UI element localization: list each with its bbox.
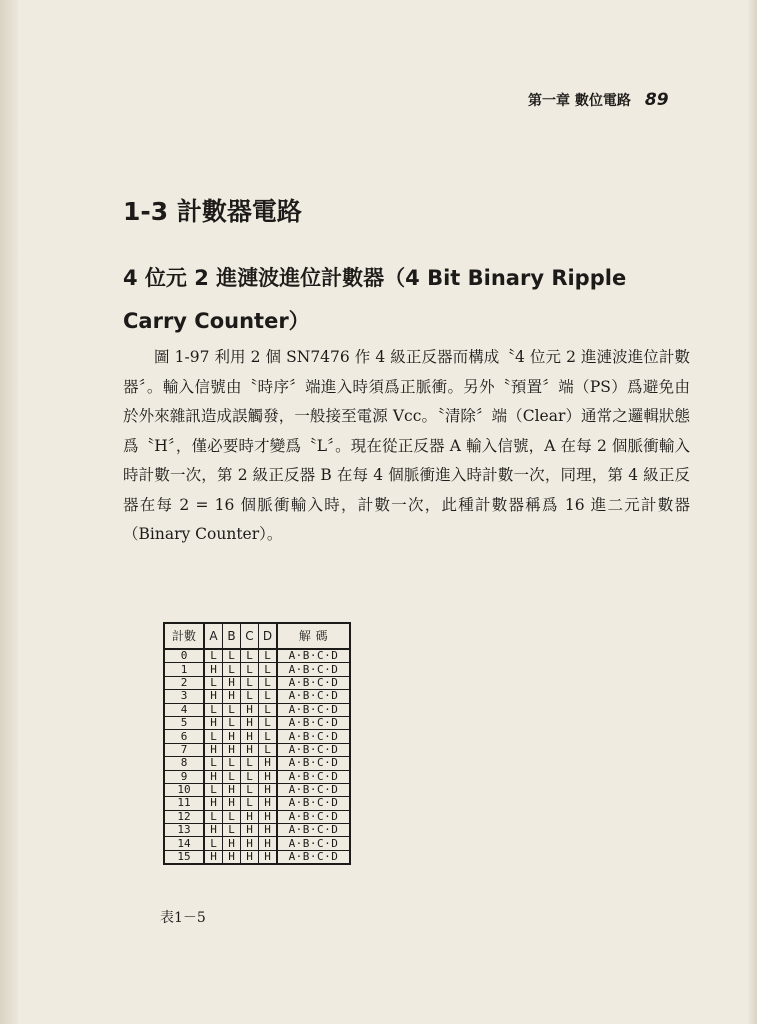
table-row: [164, 797, 350, 810]
cell-a: H: [204, 716, 223, 729]
cell-c: L: [241, 770, 259, 783]
cell-c: H: [241, 703, 259, 716]
cell-decode: A·B·C·D: [277, 797, 350, 810]
cell-a: L: [204, 783, 223, 796]
cell-b: L: [223, 649, 241, 663]
book-gutter: [0, 0, 18, 1024]
cell-count: 4: [164, 703, 204, 716]
table-row: [164, 716, 350, 729]
cell-c: L: [241, 757, 259, 770]
cell-decode: A·B·C·D: [277, 690, 350, 703]
cell-decode: A·B·C·D: [277, 824, 350, 837]
cell-c: L: [241, 690, 259, 703]
cell-d: H: [259, 837, 278, 850]
table-row: [164, 783, 350, 796]
cell-b: H: [223, 743, 241, 756]
page-edge: [747, 0, 757, 1024]
cell-b: L: [223, 770, 241, 783]
cell-c: L: [241, 676, 259, 689]
cell-d: L: [259, 690, 278, 703]
table-row: [164, 703, 350, 716]
cell-count: 1: [164, 663, 204, 676]
cell-c: H: [241, 730, 259, 743]
table-row: [164, 690, 350, 703]
table-row: [164, 757, 350, 770]
cell-b: L: [223, 757, 241, 770]
cell-b: L: [223, 703, 241, 716]
cell-b: L: [223, 810, 241, 823]
cell-d: H: [259, 810, 278, 823]
cell-a: H: [204, 770, 223, 783]
cell-count: 5: [164, 716, 204, 729]
cell-d: L: [259, 716, 278, 729]
cell-c: H: [241, 837, 259, 850]
cell-count: 14: [164, 837, 204, 850]
cell-c: L: [241, 663, 259, 676]
cell-count: 9: [164, 770, 204, 783]
cell-decode: A·B·C·D: [277, 757, 350, 770]
cell-d: H: [259, 783, 278, 796]
header-count: 計數: [164, 623, 204, 649]
header-b: B: [223, 623, 241, 649]
cell-b: H: [223, 730, 241, 743]
cell-a: H: [204, 824, 223, 837]
cell-d: L: [259, 703, 278, 716]
cell-c: H: [241, 743, 259, 756]
cell-a: L: [204, 703, 223, 716]
cell-a: L: [204, 837, 223, 850]
cell-b: L: [223, 824, 241, 837]
header-d: D: [259, 623, 278, 649]
table-caption: 表1－5: [160, 910, 206, 926]
cell-count: 3: [164, 690, 204, 703]
header-a: A: [204, 623, 223, 649]
cell-c: L: [241, 797, 259, 810]
section-title: 1-3 計數器電路: [123, 197, 302, 226]
counter-truth-table: [163, 622, 351, 865]
cell-count: 10: [164, 783, 204, 796]
cell-d: H: [259, 757, 278, 770]
chapter-title: 第一章 數位電路: [528, 93, 631, 109]
cell-a: H: [204, 743, 223, 756]
cell-b: H: [223, 850, 241, 864]
table-row: [164, 850, 350, 864]
cell-a: L: [204, 730, 223, 743]
cell-a: H: [204, 850, 223, 864]
cell-b: H: [223, 690, 241, 703]
cell-a: H: [204, 797, 223, 810]
cell-count: 11: [164, 797, 204, 810]
cell-count: 7: [164, 743, 204, 756]
cell-decode: A·B·C·D: [277, 743, 350, 756]
cell-count: 0: [164, 649, 204, 663]
cell-count: 13: [164, 824, 204, 837]
body-paragraph: 圖 1-97 利用 2 個 SN7476 作 4 級正反器而構成〝4 位元 2 進漣波進位計數器〞。輸入信號由〝時序〞端進入時須爲正脈衝。另外〝預置〞端（PS）爲避免由於外來雜訊造成誤觸發，一般接至電源 Vcc。〝清除〞端（Clear）通常之邏輯狀態爲〝H〞，僅必要時才變爲〝L〞。現在從正反器 A 輸入信號，A 在每 2 個脈衝輸入時計數一次，第 2 級正反器 B 在每 4 個脈衝進入時計數一次，同理，第 4 級正反器在每 2 = 16 個脈衝輸入時，計數一次，此種計數器稱爲 16 進二元計數器（Binary Counter）。: [123, 348, 690, 543]
cell-a: H: [204, 690, 223, 703]
cell-decode: A·B·C·D: [277, 783, 350, 796]
cell-b: H: [223, 797, 241, 810]
header-c: C: [241, 623, 259, 649]
cell-d: H: [259, 797, 278, 810]
table-row: [164, 837, 350, 850]
cell-c: H: [241, 850, 259, 864]
table-row: [164, 743, 350, 756]
table-row: [164, 676, 350, 689]
cell-count: 6: [164, 730, 204, 743]
cell-count: 2: [164, 676, 204, 689]
cell-c: L: [241, 783, 259, 796]
table-row: [164, 649, 350, 663]
cell-decode: A·B·C·D: [277, 703, 350, 716]
cell-count: 15: [164, 850, 204, 864]
cell-b: H: [223, 676, 241, 689]
cell-d: H: [259, 850, 278, 864]
cell-a: L: [204, 810, 223, 823]
cell-c: H: [241, 716, 259, 729]
cell-c: L: [241, 649, 259, 663]
cell-d: L: [259, 743, 278, 756]
cell-d: L: [259, 649, 278, 663]
cell-decode: A·B·C·D: [277, 837, 350, 850]
running-head: [528, 90, 669, 110]
table-body: [164, 649, 350, 864]
cell-a: L: [204, 649, 223, 663]
header-decode: 解 碼: [277, 623, 350, 649]
subsection-title: 4 位元 2 進漣波進位計數器（4 Bit Binary Ripple Carry Counter）: [123, 266, 627, 333]
table-row: [164, 663, 350, 676]
page-number: 89: [644, 90, 669, 110]
cell-d: L: [259, 663, 278, 676]
cell-d: L: [259, 676, 278, 689]
cell-count: 12: [164, 810, 204, 823]
cell-decode: A·B·C·D: [277, 716, 350, 729]
table-row: [164, 810, 350, 823]
cell-decode: A·B·C·D: [277, 810, 350, 823]
cell-decode: A·B·C·D: [277, 730, 350, 743]
cell-d: H: [259, 770, 278, 783]
cell-c: H: [241, 824, 259, 837]
cell-b: H: [223, 783, 241, 796]
cell-a: L: [204, 757, 223, 770]
cell-decode: A·B·C·D: [277, 850, 350, 864]
cell-count: 8: [164, 757, 204, 770]
cell-d: H: [259, 824, 278, 837]
table-header-row: [164, 623, 350, 649]
cell-decode: A·B·C·D: [277, 676, 350, 689]
cell-d: L: [259, 730, 278, 743]
table-row: [164, 730, 350, 743]
cell-c: H: [241, 810, 259, 823]
cell-a: L: [204, 676, 223, 689]
table-row: [164, 824, 350, 837]
cell-a: H: [204, 663, 223, 676]
cell-b: L: [223, 716, 241, 729]
cell-b: H: [223, 837, 241, 850]
cell-b: L: [223, 663, 241, 676]
cell-decode: A·B·C·D: [277, 663, 350, 676]
cell-decode: A·B·C·D: [277, 770, 350, 783]
table-row: [164, 770, 350, 783]
cell-decode: A·B·C·D: [277, 649, 350, 663]
